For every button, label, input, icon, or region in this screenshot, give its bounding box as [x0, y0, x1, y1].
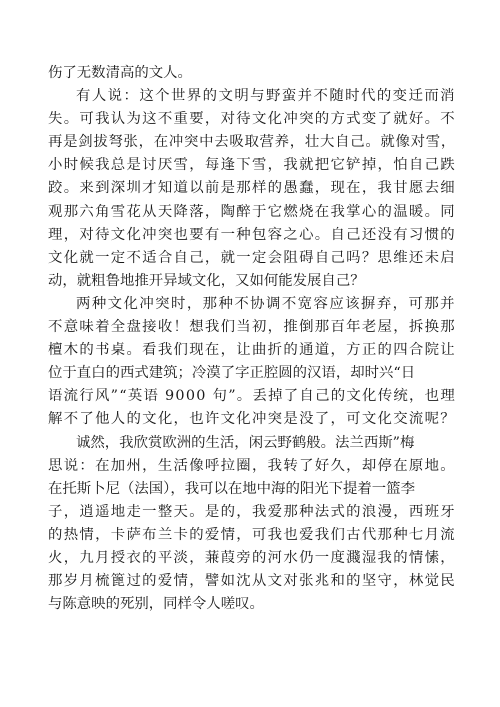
text-line: 文化就一定不适合自己，就一定会阻碍自己吗？思维还未启	[48, 249, 456, 266]
text-line: 那岁月梳篦过的爱情，譬如沈从文对张兆和的坚守，林觉民	[48, 573, 456, 590]
text-line: 的热情，卡萨布兰卡的爱情，可我也爱我们古代那种七月流	[48, 526, 456, 543]
text-line: 解不了他人的文化，也许文化冲突是没了，可文化交流呢？	[48, 411, 456, 428]
text-line: 理，对待文化冲突也要有一种包容之心。自己还没有习惯的	[48, 226, 456, 243]
text-line: 与陈意映的死别，同样令人嗟叹。	[48, 596, 264, 613]
paragraph-first-line: 有人说：这个世界的文明与野蛮并不随时代的变迁而消	[76, 88, 456, 105]
text-line: 檀木的书桌。看我们现在，让曲折的通道，方正的四合院让	[48, 342, 456, 359]
text-line: 思说：在加州，生活像呼拉圈，我转了好久，却停在原地。	[48, 457, 456, 474]
text-line: 伤了无数清高的文人。	[48, 65, 192, 81]
text-line: 在托斯卜尼（法国），我可以在地中海的阳光下提着一篮李	[48, 480, 415, 497]
text-line: 位于直白的西式建筑；冷漠了字正腔圆的汉语，却时兴“日	[48, 365, 416, 382]
text-line: 火，九月授衣的平淡，蒹葭旁的河水仍一度濺湿我的情愫，	[48, 549, 456, 566]
text-line: 不意味着全盘接收！想我们当初，推倒那百年老屋，拆换那	[48, 319, 456, 336]
text-line: 跤。来到深圳才知道以前是那样的愚蠢，现在，我甘愿去细	[48, 180, 456, 197]
document-body	[48, 62, 456, 616]
text-line: 语流行风”“英语 9000 句”。丢掉了自己的文化传统，也理	[48, 388, 456, 405]
text-line: 小时候我总是讨厌雪，每逢下雪，我就把它铲掉，怕自己跌	[48, 157, 456, 174]
paragraph-first-line: 诚然，我欣赏欧洲的生活，闲云野鹤般。法兰西斯”梅	[76, 434, 415, 451]
text-line: 观那六角雪花从天降落，陶醉于它燃烧在我掌心的温暖。同	[48, 203, 456, 220]
paragraph-first-line: 两种文化冲突时，那种不协调不宽容应该摒弃，可那并	[76, 295, 456, 312]
text-line: 动，就粗鲁地推开异域文化，又如何能发展自己？	[48, 272, 365, 289]
text-line: 失。可我认为这不重要，对待文化冲突的方式变了就好。不	[48, 111, 456, 128]
text-line: 再是剑拔弩张，在冲突中去吸取营养，壮大自己。就像对雪，	[48, 134, 456, 151]
text-line: 子，逍遥地走一整天。是的，我爱那种法式的浪漫，西班牙	[48, 503, 456, 520]
